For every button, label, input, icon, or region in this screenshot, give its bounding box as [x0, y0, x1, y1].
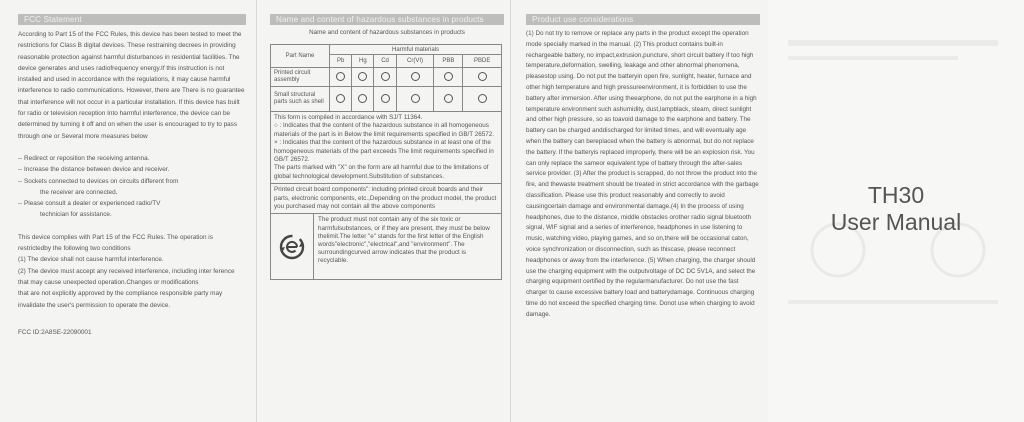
note-marked: The parts marked with "X" on the form are all harmful due to the limitations of global technological development.Substitution of substances. [274, 164, 489, 180]
row-name: Small structural parts such as shell [271, 87, 330, 112]
usage-panel [510, 0, 768, 422]
hazard-header: Name and content of hazardous substances in products [270, 14, 504, 25]
usage-header: Product use considerations [526, 14, 760, 25]
table-row [271, 68, 502, 87]
circle-mark-icon [444, 94, 453, 103]
hazard-notes [270, 112, 502, 184]
recycle-logo-cell [271, 214, 314, 279]
circle-mark-icon [411, 72, 420, 81]
circle-mark-icon [358, 94, 367, 103]
col-hg: Hg [352, 55, 374, 68]
manual-title: User Manual [830, 209, 962, 235]
circle-mark-icon [444, 72, 453, 81]
fcc-paragraph-2: This device complies with Part 15 of the FCC Rules. The operation is restrictedby the following two conditions [18, 233, 213, 253]
fcc-paragraph-3: that are not explicitly approved by the compliance responsible party may [18, 290, 223, 298]
part-name-header: Part Name [271, 45, 330, 68]
circle-mark-icon [336, 94, 345, 103]
fcc-measure-3: -- Sockets connected to devices on circuits different from [18, 177, 179, 185]
fcc-measure-2: -- Increase the distance between device and receiver. [18, 166, 170, 174]
pcb-note: Printed circuit board components": including printed circuit boards and their parts, electronic components, etc.,Depending on the product model, the product you purchased may not contain all the above components [270, 184, 502, 214]
fcc-paragraph-1: According to Part 15 of the FCC Rules, this device has been tested to meet the restrictions for Class B digital devices. These restraining decrees in providing reasonable protection against harmful disturbances in residential facilities. The device generates and uses radiofrequency energy.If this instruction is not installed and used in accordance with the regulations, it may cause harmful interference to radio communications. However, there are There is no guarantee that interference will not occur in a particular installation. If this device has built for radio or television reception Into harmful interference, the device can be determined by turning it off and on when the user is encouraged to try to pass through one or Several more measures below [18, 31, 245, 140]
note-cross: × : Indicates that the content of the hazardous substance in at least one of the homogeneous materials of the part exceeds The limit requirements specified in GB/T 26572. [274, 139, 494, 164]
recycle-block [270, 214, 502, 280]
col-cd: Cd [374, 55, 396, 68]
circle-mark-icon [411, 94, 420, 103]
fcc-header: FCC Statement [18, 14, 246, 25]
model-name: TH30 [867, 182, 925, 208]
cover-panel [768, 0, 1024, 422]
e-recycle-icon [278, 233, 306, 261]
col-cr6: Cr(VI) [396, 55, 434, 68]
harmful-materials-header: Harmful materials [330, 45, 502, 55]
col-pbde: PBDE [463, 55, 502, 68]
note-standard: This form is compiled in accordance with SJ/T 11364. [274, 114, 423, 121]
hazard-table [270, 44, 502, 112]
circle-mark-icon [478, 94, 487, 103]
col-pb: Pb [330, 55, 352, 68]
fcc-panel [0, 0, 256, 422]
fcc-condition-2: (2) The device must accept any received interference, including inter ference that may cause unexpected operation.Changes or modifications [18, 267, 235, 286]
hazard-panel [256, 0, 510, 422]
hazard-table-caption: Name and content of hazardous substances in products [309, 29, 465, 36]
circle-mark-icon [478, 72, 487, 81]
fcc-measure-1: -- Redirect or reposition the receiving antenna. [18, 154, 150, 162]
circle-mark-icon [381, 94, 390, 103]
fcc-measure-4: -- Please consult a dealer or experienced radio/TV [18, 200, 161, 208]
row-name: Printed circuit assembly [271, 68, 330, 87]
table-row [271, 87, 502, 112]
usage-body: (1) Do not try to remove or replace any parts in the product except the operation mode specially marked in the manual. (2) This product contains built-in rechargeable battery, no impact,extrusion,puncture, short circuit battery if too high temperature,deformation, swelling, leakage and other abnormal phenomena, pleasestop using. Do not put the batteryin open fire, sunlight, heater, furnace and other high temperature and high pressureenvironment, it is forbidden to use the battery after immersion. After using theearphone, do not put the earphone in a high temperature environment such ashumidity, dust,lampblack, steam, direct sunlight and other high pressure, so as toavoid damage to the earphone and battery. The battery can be charged anddischarged for limited times, and will eventually age when the battery can bereplaced when the battery is abnormal, but do not replace the battery. If the batteryis replaced improperly, there will be an explosion risk. You can only replace the sameor equivalent type of battery through the after-sales service provider. (3) After the product is scrapped, do not throw the product into the fire, and thewaste treatment should be treated in strict accordance with the garbage classification. Please use this product reasonably and correctly to avoid causingcertain damage and environmental damage.(4) In the process of using headphones, due to the distance, middle obstacles orother radio signal bluetooth signal, WIF signal and a series of interference, headphones in use listening to music, watching video, playing games, and so on,there will be occasional caton, voice synchronization or disconnection, such as thiscase, please reconnect headphones or away from the interference. (5) When charging, the charger should use the charging equipment with the outputvoltage of DC DC 5V1A, and select the charging equipment certified by the regularmanufacturer. Do not use the fast charger to cause excessive battery load and batterydamage. Continuous charging time do not exceed the specified charging time. Donot use when charging to avoid damage. [526, 30, 759, 318]
circle-mark-icon [381, 72, 390, 81]
fcc-measure-4-cont: technician for assistance. [40, 211, 112, 219]
fcc-paragraph-4: invalidate the user's permission to operate the device. [18, 301, 171, 309]
fcc-measure-3-cont: the receiver are connected. [40, 188, 118, 196]
recycle-note: The product must not contain any of the six toxic or harmfulsubstances, or if they are present, they must be below thelimit.The letter "e" stands for the first letter of the English words"electronic","electrical",and "environment". The surroundingcurved arrow indicates that the product is recyclable. [318, 216, 490, 265]
col-pbb: PBB [434, 55, 463, 68]
circle-mark-icon [358, 72, 367, 81]
note-circle: ○ : Indicates that the content of the hazardous substance in all homogeneous materials of the part is in Below the limit requirements specified in GB/T 26572. [274, 122, 495, 138]
circle-mark-icon [336, 72, 345, 81]
fcc-condition-1: (1) The device shall not cause harmful interference. [18, 256, 164, 264]
fcc-id: FCC ID:2A8SE-22090001 [18, 328, 92, 336]
